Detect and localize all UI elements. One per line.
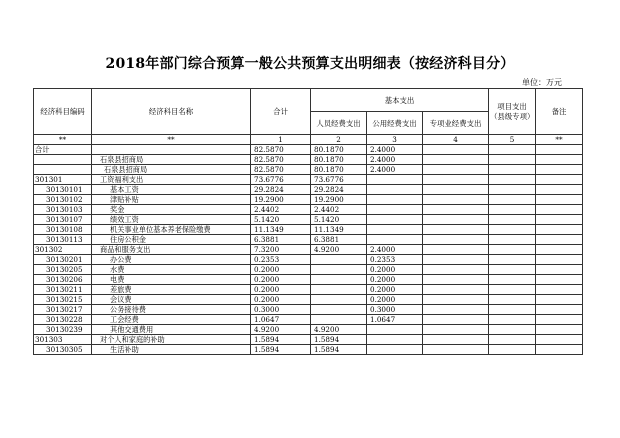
header-special: 专项业经费支出	[423, 112, 489, 135]
cell-public	[367, 175, 423, 185]
cell-special	[423, 155, 489, 165]
cell-remark	[536, 155, 583, 165]
cell-code: 30130201	[34, 255, 92, 265]
unit-label: 单位：万元	[522, 78, 562, 87]
cell-name: 住房公积金	[92, 235, 251, 245]
cell-remark	[536, 325, 583, 335]
cell-personnel: 73.6776	[311, 175, 367, 185]
cell-code: 30130305	[34, 345, 92, 355]
cell-total: 1.5894	[251, 335, 311, 345]
cell-personnel: 1.5894	[311, 345, 367, 355]
cell-code	[34, 155, 92, 165]
cell-public: 0.3000	[367, 305, 423, 315]
cell-name: 水费	[92, 265, 251, 275]
cell-remark	[536, 145, 583, 155]
header-personnel: 人员经费支出	[311, 112, 367, 135]
cell-name: 绩效工资	[92, 215, 251, 225]
cell-special	[423, 265, 489, 275]
cell-special	[423, 295, 489, 305]
cell-remark	[536, 185, 583, 195]
cell-public: 2.4000	[367, 155, 423, 165]
cell-remark	[536, 205, 583, 215]
cell-remark	[536, 295, 583, 305]
cell-total: 0.2000	[251, 295, 311, 305]
cell-code: 30130102	[34, 195, 92, 205]
cell-personnel: 29.2824	[311, 185, 367, 195]
cell-remark	[536, 215, 583, 225]
cell-code: 30130206	[34, 275, 92, 285]
table-row	[34, 345, 583, 355]
cell-public: 0.2000	[367, 265, 423, 275]
cell-special	[423, 325, 489, 335]
cell-special	[423, 205, 489, 215]
header-public: 公用经费支出	[367, 112, 423, 135]
cell-special	[423, 175, 489, 185]
cell-name	[92, 145, 251, 155]
cell-personnel: 4.9200	[311, 245, 367, 255]
page-title: 2018年部门综合预算一般公共预算支出明细表（按经济科目分）	[105, 56, 515, 72]
cell-total: 2.4402	[251, 205, 311, 215]
table-row	[34, 205, 583, 215]
table-row	[34, 235, 583, 245]
cell-total: 29.2824	[251, 185, 311, 195]
header-code: 经济科目编码	[34, 89, 92, 135]
cell-total: 5.1420	[251, 215, 311, 225]
cell-code: 301303	[34, 335, 92, 345]
cell-total: 82.5870	[251, 155, 311, 165]
cell-personnel: 11.1349	[311, 225, 367, 235]
table-row	[34, 245, 583, 255]
cell-code: 30130101	[34, 185, 92, 195]
cell-name: 办公费	[92, 255, 251, 265]
cell-name: 津贴补贴	[92, 195, 251, 205]
cell-special	[423, 275, 489, 285]
index-row	[34, 135, 583, 145]
cell-special	[423, 315, 489, 325]
cell-total: 11.1349	[251, 225, 311, 235]
cell-remark	[536, 175, 583, 185]
cell-code: 30130205	[34, 265, 92, 275]
cell-special	[423, 195, 489, 205]
cell-special	[423, 165, 489, 175]
cell-public: 2.4000	[367, 165, 423, 175]
cell-project	[489, 205, 536, 215]
cell-project	[489, 145, 536, 155]
cell-name: 石泉县招商局	[92, 155, 251, 165]
table-row	[34, 275, 583, 285]
cell-name: 会议费	[92, 295, 251, 305]
cell-total: 0.2000	[251, 285, 311, 295]
cell-name: 其他交通费用	[92, 325, 251, 335]
cell-remark	[536, 335, 583, 345]
budget-table	[33, 88, 583, 355]
cell-project	[489, 195, 536, 205]
cell-project	[489, 235, 536, 245]
cell-public: 0.2353	[367, 255, 423, 265]
cell-public	[367, 345, 423, 355]
cell-name: 电费	[92, 275, 251, 285]
cell-total: 0.2000	[251, 265, 311, 275]
cell-project	[489, 215, 536, 225]
cell-remark	[536, 345, 583, 355]
cell-public	[367, 335, 423, 345]
cell-remark	[536, 265, 583, 275]
cell-public: 0.2000	[367, 275, 423, 285]
table-row	[34, 285, 583, 295]
cell-code: 30130215	[34, 295, 92, 305]
cell-name: 石泉县招商局	[92, 165, 251, 175]
cell-total: 1.5894	[251, 345, 311, 355]
cell-public	[367, 205, 423, 215]
cell-project	[489, 185, 536, 195]
cell-personnel: 80.1870	[311, 155, 367, 165]
cell-personnel: 6.3881	[311, 235, 367, 245]
table-row	[34, 335, 583, 345]
table-row	[34, 295, 583, 305]
cell-code: 301301	[34, 175, 92, 185]
cell-name: 工资福利支出	[92, 175, 251, 185]
cell-special	[423, 245, 489, 255]
cell-personnel: 80.1870	[311, 165, 367, 175]
cell-name: 工会经费	[92, 315, 251, 325]
cell-total: 7.3200	[251, 245, 311, 255]
cell-public: 0.2000	[367, 295, 423, 305]
cell-name: 对个人和家庭的补助	[92, 335, 251, 345]
cell-remark	[536, 255, 583, 265]
cell-remark	[536, 225, 583, 235]
cell-code: 301302	[34, 245, 92, 255]
cell-project	[489, 325, 536, 335]
cell-name: 机关事业单位基本养老保险缴费	[92, 225, 251, 235]
cell-public	[367, 185, 423, 195]
cell-public	[367, 235, 423, 245]
cell-personnel: 2.4402	[311, 205, 367, 215]
cell-special	[423, 305, 489, 315]
cell-code: 30130228	[34, 315, 92, 325]
cell-personnel	[311, 305, 367, 315]
table-row	[34, 215, 583, 225]
header-basic: 基本支出	[311, 89, 489, 112]
cell-name: 奖金	[92, 205, 251, 215]
cell-public	[367, 195, 423, 205]
index-cell: **	[34, 135, 92, 145]
cell-personnel	[311, 285, 367, 295]
index-cell: 2	[311, 135, 367, 145]
cell-special	[423, 215, 489, 225]
cell-code: 30130103	[34, 205, 92, 215]
cell-special	[423, 345, 489, 355]
table-row	[34, 195, 583, 205]
cell-total: 19.2900	[251, 195, 311, 205]
cell-personnel	[311, 295, 367, 305]
table-row	[34, 255, 583, 265]
cell-public	[367, 325, 423, 335]
cell-code: 30130239	[34, 325, 92, 335]
cell-code: 30130107	[34, 215, 92, 225]
cell-special	[423, 285, 489, 295]
cell-name: 公务接待费	[92, 305, 251, 315]
cell-project	[489, 225, 536, 235]
header-name: 经济科目名称	[92, 89, 251, 135]
cell-total: 0.2353	[251, 255, 311, 265]
cell-code	[34, 165, 92, 175]
index-cell: **	[92, 135, 251, 145]
cell-remark	[536, 235, 583, 245]
cell-public	[367, 215, 423, 225]
cell-code: 30130108	[34, 225, 92, 235]
cell-project	[489, 275, 536, 285]
table-row	[34, 325, 583, 335]
index-cell: 3	[367, 135, 423, 145]
cell-special	[423, 335, 489, 345]
table-row	[34, 165, 583, 175]
cell-project	[489, 335, 536, 345]
cell-personnel	[311, 275, 367, 285]
cell-remark	[536, 285, 583, 295]
cell-code: 30130113	[34, 235, 92, 245]
cell-project	[489, 255, 536, 265]
cell-total: 73.6776	[251, 175, 311, 185]
cell-total: 6.3881	[251, 235, 311, 245]
cell-special	[423, 225, 489, 235]
header-project: 项目支出（县级专项）	[489, 89, 536, 135]
cell-public	[367, 225, 423, 235]
cell-special	[423, 185, 489, 195]
cell-public: 2.4000	[367, 245, 423, 255]
cell-personnel	[311, 265, 367, 275]
table-row	[34, 155, 583, 165]
cell-remark	[536, 195, 583, 205]
cell-personnel: 4.9200	[311, 325, 367, 335]
cell-name: 基本工资	[92, 185, 251, 195]
cell-total: 4.9200	[251, 325, 311, 335]
cell-total: 82.5870	[251, 145, 311, 155]
cell-project	[489, 305, 536, 315]
cell-personnel	[311, 255, 367, 265]
cell-total: 1.0647	[251, 315, 311, 325]
cell-name: 商品和服务支出	[92, 245, 251, 255]
cell-project	[489, 155, 536, 165]
cell-personnel	[311, 315, 367, 325]
cell-remark	[536, 165, 583, 175]
cell-personnel: 1.5894	[311, 335, 367, 345]
cell-personnel: 80.1870	[311, 145, 367, 155]
cell-public: 0.2000	[367, 285, 423, 295]
cell-total: 0.3000	[251, 305, 311, 315]
cell-name: 差旅费	[92, 285, 251, 295]
cell-special	[423, 235, 489, 245]
table-row	[34, 185, 583, 195]
index-cell: 5	[489, 135, 536, 145]
cell-remark	[536, 305, 583, 315]
cell-public: 1.0647	[367, 315, 423, 325]
cell-remark	[536, 245, 583, 255]
cell-personnel: 5.1420	[311, 215, 367, 225]
index-cell: 4	[423, 135, 489, 145]
table-row	[34, 145, 583, 155]
cell-code: 30130217	[34, 305, 92, 315]
cell-special	[423, 255, 489, 265]
table-row	[34, 175, 583, 185]
header-remark: 备注	[536, 89, 583, 135]
cell-personnel: 19.2900	[311, 195, 367, 205]
cell-remark	[536, 275, 583, 285]
cell-public: 2.4000	[367, 145, 423, 155]
cell-total: 82.5870	[251, 165, 311, 175]
cell-project	[489, 265, 536, 275]
cell-special	[423, 145, 489, 155]
cell-project	[489, 345, 536, 355]
cell-project	[489, 295, 536, 305]
cell-name: 生活补助	[92, 345, 251, 355]
cell-project	[489, 165, 536, 175]
index-cell: 1	[251, 135, 311, 145]
cell-code: 合计	[34, 145, 92, 155]
header-total: 合计	[251, 89, 311, 135]
cell-project	[489, 245, 536, 255]
cell-remark	[536, 315, 583, 325]
cell-code: 30130211	[34, 285, 92, 295]
cell-total: 0.2000	[251, 275, 311, 285]
header-row	[34, 89, 583, 112]
table-row	[34, 265, 583, 275]
table-row	[34, 305, 583, 315]
cell-project	[489, 315, 536, 325]
cell-project	[489, 285, 536, 295]
table-row	[34, 225, 583, 235]
table-row	[34, 315, 583, 325]
cell-project	[489, 175, 536, 185]
index-cell: **	[536, 135, 583, 145]
